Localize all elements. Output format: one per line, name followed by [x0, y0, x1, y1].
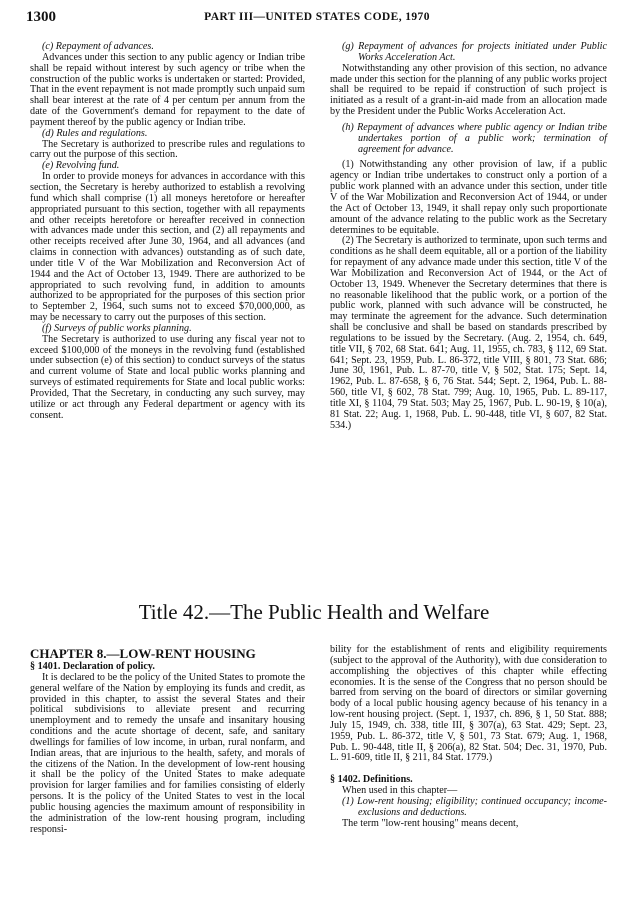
paragraph: The Secretary is authorized to prescribe rules and regulations to carry out the purpose of this section. — [30, 138, 305, 161]
subsection-heading: (f) Surveys of public works planning. — [42, 322, 192, 334]
page-header — [26, 9, 608, 27]
title-heading: Title 42.—The Public Health and Welfare — [138, 600, 490, 624]
chapter-heading: CHAPTER 8.—LOW-RENT HOUSING — [30, 646, 256, 661]
paragraph: Notwithstanding any other provision of this section, no advance made under this section for the planning of any public works project shall be required to be repaid if construction of such project is initiated as a result of a grant-in-aid made from an allocation made by the President under the Public Works Acceleration Act. — [330, 62, 607, 118]
paragraph: It is declared to be the policy of the United States to promote the general welfare of the Nation by employing its funds and credit, as provided in this chapter, to assist the several States and their political subdivisions to alleviate present and recurring unemployment and to remedy the unsafe and insanitary housing conditions and the acute shortage of decent, safe, and sanitary dwellings for families of low income, in urban, rural nonfarm, and Indian areas, that are injurious to the health, safety, and morals of the citizens of the Nation. In the development of low-rent housing it shall be the policy of the United States to make adequate provision for larger families and for families consisting of elderly persons. It is the policy of the United States to vest in the local public housing agencies the maximum amount of responsibility in the administration of the low-rent housing program, including responsi- — [30, 671, 305, 835]
page-number: 1300 — [26, 9, 56, 25]
paragraph: (1) Notwithstanding any other provision of law, if a public agency or Indian tribe undertakes to construct only a portion of a public work planned with an advance under this section, under title V of the War Mobilization and Reconversion Act of 1944, or under the Act of October 13, 1949, it shall repay only such proportionate amount of the advance relating to the public work as the Secretary determines to be equitable. — [330, 159, 607, 236]
subsection-heading: (d) Rules and regulations. — [42, 127, 148, 139]
section-heading: § 1402. Definitions. — [330, 774, 413, 786]
column-2-continuation — [330, 42, 607, 432]
running-head: PART III—UNITED STATES CODE, 1970 — [204, 11, 430, 23]
subsection-heading: (1) Low-rent housing; eligibility; continued occupancy; income-exclusions and deductions. — [342, 795, 607, 818]
paragraph: When used in this chapter— — [342, 785, 458, 797]
paragraph: The term "low-rent housing" means decent, — [342, 817, 519, 829]
subsection-heading: (g) Repayment of advances for projects initiated under Public Works Acceleration Act. — [342, 41, 607, 63]
paragraph: (2) The Secretary is authorized to terminate, upon such terms and conditions as he shall deem equitable, all or a portion of the liability for repayment of any advance made under this section, title V of the War Mobilization and Reconversion Act of 1944, or the Act of October 13, 1949. Whenever the Secretary determines that there is no reasonable likelihood that the public work, or a portion of the public work, planned with such advance will be constructed, he may terminate the agreement for the advance. Such determination shall be conclusive and shall be based on standards prescribed by regulations to be issued by the Secretary. (Aug. 2, 1954, ch. 649, title VII, § 702, 68 Stat. 641; Aug. 11, 1955, ch. 783, § 112, 69 Stat. 641; Sept. 23, 1959, Pub. L. 86-372, title VIII, § 801, 73 Stat. 686; June 30, 1961, Pub. L. 87-70, title V, § 502, Stat. 175; Sept. 14, 1962, Pub. L. 87-658, § 6, 76 Stat. 544; Sept. 2, 1964, Pub. L. 88-560, title VI, § 602, 78 Stat. 799; Aug. 10, 1965, Pub. L. 89-117, title XI, § 1104, 79 Stat. 503; May 25, 1967, Pub. L. 90-19, § 10(a), 81 Stat. 22; Aug. 1, 1968, Pub. L. 90-448, title VI, § 607, 82 Stat. 534.) — [330, 235, 607, 431]
column-1-continuation — [30, 42, 305, 422]
paragraph: In order to provide moneys for advances in accordance with this section, the Secretary is hereby authorized to establish a revolving fund which shall comprise (1) all moneys heretofore or hereafter appropriated pursuant to this section, together with all repayments and other receipts heretofore or hereafter received in connection with advances made under this section, and (2) all repayments and other receipts received after June 30, 1964, and all advances (and claims in connection with advances) outstanding as of such date, under title V of the War Mobilization and Reconversion Act of 1944 and the Act of October 13, 1949. There are authorized to be appropriated to such revolving fund, in addition to amounts authorized to be appropriated for the purposes of this section prior to September 2, 1964, such sums not to exceed $70,000,000, as may be necessary to carry out the purposes of this section. — [30, 171, 305, 324]
column-3-chapter-8 — [30, 645, 305, 836]
paragraph: Advances under this section to any public agency or Indian tribe shall be repaid without interest by such agency or tribe when the construction of the public works is undertaken or started: Provided, That in the event repayment is not made promptly such unpaid sum shall bear interest at the rate of 4 per centum per annum from the date of the Government's demand for repayment to the date of payment thereof by the public agency or Indian tribe. — [30, 51, 305, 128]
subsection-heading: (e) Revolving fund. — [42, 160, 120, 172]
subsection-heading: (c) Repayment of advances. — [42, 41, 154, 52]
paragraph: The Secretary is authorized to use during any fiscal year not to exceed $100,000 of the moneys in the revolving fund (established under subsection (e) of this section) to conduct surveys of the status and current volume of State and local public works planning and surveys of estimated requirements for State and local public works: Provided, That the Secretary, in conducting any such survey, may utilize or act through any Federal department or agency with its consent. — [30, 333, 305, 421]
column-4-chapter-8 — [330, 645, 607, 830]
section-heading: § 1401. Declaration of policy. — [30, 661, 155, 672]
subsection-heading: (h) Repayment of advances where public agency or Indian tribe undertakes portion of a public work; termination of agreement for advance. — [342, 121, 607, 155]
paragraph: bility for the establishment of rents and eligibility requirements (subject to the approval of the Authority), with due consideration to accomplishing the objectives of this chapter while effecting economies. It is the sense of the Congress that no person should be barred from serving on the board of directors or similar governing body of a local public housing agency because of his tenancy in a low-rent housing project. (Sept. 1, 1937, ch. 896, § 1, 50 Stat. 888; July 15, 1949, ch. 338, title III, § 307(a), 63 Stat. 429; Sept. 23, 1959, Pub. L. 86-372, title V, § 501, 73 Stat. 679; Aug. 1, 1968, Pub. L. 90-448, title II, § 206(a), 82 Stat. 504; Dec. 31, 1970, Pub. L. 91-609, title II, § 211, 84 Stat. 1779.) — [330, 644, 607, 764]
